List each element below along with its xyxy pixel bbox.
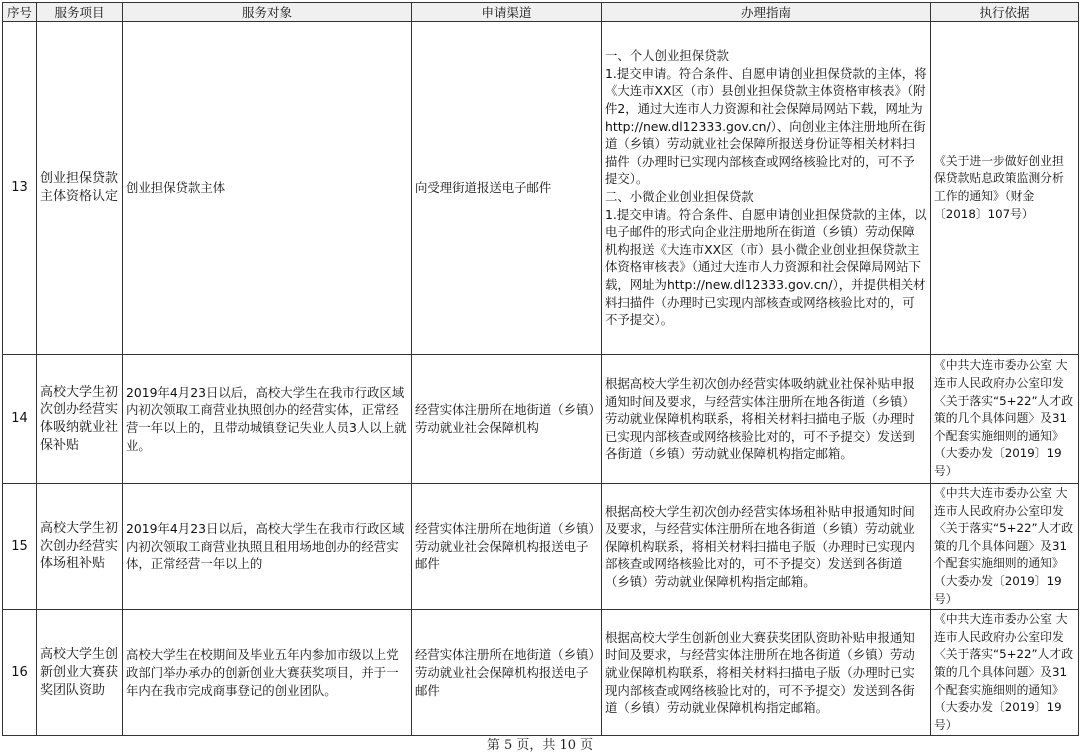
- row-number: 15: [3, 484, 37, 610]
- application-channel: 经营实体注册所在地街道（乡镇）劳动就业社会保障机构报送电子邮件: [412, 610, 602, 736]
- application-channel: 向受理街道报送电子邮件: [412, 22, 602, 355]
- procedure-guide: 根据高校大学生初次创办经营实体场租补贴申报通知时间及要求，与经营实体注册所在地各街道（乡镇）劳动就业保障机构联系，将相关材料扫描电子版（办理时已实现内部核查或网络核验比对的，可不予提交）发送到各街道（乡镇）劳动就业保障机构指定邮箱。: [602, 484, 931, 610]
- table-row: [3, 355, 1079, 484]
- legal-basis: 《中共大连市委办公室 大连市人民政府办公室印发〈关于落实“5+22”人才政策的几个具体问题〉及31个配套实施细则的通知》（大委办发〔2019〕19号）: [931, 355, 1079, 484]
- header-basis: 执行依据: [931, 3, 1079, 22]
- procedure-guide: 根据高校大学生初次创办经营实体吸纳就业社保补贴申报通知时间及要求，与经营实体注册所在地各街道（乡镇）劳动就业保障机构联系，将相关材料扫描电子版（办理时已实现内部核查或网络核验比对的，可不予提交）发送到各街道（乡镇）劳动就业保障机构指定邮箱。: [602, 355, 931, 484]
- procedure-guide: 根据高校大学生创新创业大赛获奖团队资助补贴申报通知时间及要求，与经营实体注册所在地各街道（乡镇）劳动就业保障机构联系，将相关材料扫描电子版（办理时已实现内部核查或网络核验比对的，可不予提交）发送到各街道（乡镇）劳动就业保障机构指定邮箱。: [602, 610, 931, 736]
- header-item: 服务项目: [37, 3, 123, 22]
- header-target: 服务对象: [123, 3, 412, 22]
- legal-basis: 《中共大连市委办公室 大连市人民政府办公室印发〈关于落实“5+22”人才政策的几个具体问题〉及31个配套实施细则的通知》（大委办发〔2019〕19号）: [931, 610, 1079, 736]
- table-row: [3, 484, 1079, 610]
- service-target: 2019年4月23日以后，高校大学生在我市行政区域内初次领取工商营业执照创办的经营实体，正常经营一年以上的，且带动城镇登记失业人员3人以上就业。: [123, 355, 412, 484]
- table-row: [3, 22, 1079, 355]
- service-table: [2, 2, 1079, 736]
- service-item: 高校大学生创新创业大赛获奖团队资助: [37, 610, 123, 736]
- row-number: 16: [3, 610, 37, 736]
- service-item: 高校大学生初次创办经营实体吸纳就业社保补贴: [37, 355, 123, 484]
- row-number: 14: [3, 355, 37, 484]
- header-guide: 办理指南: [602, 3, 931, 22]
- row-number: 13: [3, 22, 37, 355]
- legal-basis: 《关于进一步做好创业担保贷款贴息政策监测分析工作的通知》（财金〔2018〕107号）: [931, 22, 1079, 355]
- page-footer: 第 5 页，共 10 页: [486, 738, 594, 753]
- application-channel: 经营实体注册所在地街道（乡镇）劳动就业社会保障机构: [412, 355, 602, 484]
- service-target: 高校大学生在校期间及毕业五年内参加市级以上党政部门举办承办的创新创业大赛获奖项目，并于一年内在我市完成商事登记的创业团队。: [123, 610, 412, 736]
- service-target: 创业担保贷款主体: [123, 22, 412, 355]
- header-channel: 申请渠道: [412, 3, 602, 22]
- service-target: 2019年4月23日以后，高校大学生在我市行政区域内初次领取工商营业执照且租用场地创办的经营实体，正常经营一年以上的: [123, 484, 412, 610]
- application-channel: 经营实体注册所在地街道（乡镇）劳动就业社会保障机构报送电子邮件: [412, 484, 602, 610]
- table-row: [3, 610, 1079, 736]
- table-header-row: [3, 3, 1079, 22]
- service-item: 高校大学生初次创办经营实体场租补贴: [37, 484, 123, 610]
- service-item: 创业担保贷款主体资格认定: [37, 22, 123, 355]
- procedure-guide: 一、个人创业担保贷款 1.提交申请。符合条件、自愿申请创业担保贷款的主体，将《大连市XX区（市）县创业担保贷款主体资格审核表》（附件2，通过大连市人力资源和社会保障局网站下载，网址为http://new.dl12333.gov.cn/）、向创业主体注册地所在街道（乡镇）劳动就业社会保障所报送身份证等相关材料扫描件（办理时已实现内部核查或网络核验比对的，可不予提交）。 二、小微企业创业担保贷款 1.提交申请。符合条件、自愿申请创业担保贷款的主体，以电子邮件的形式向企业注册地所在街道（乡镇）劳动保障机构报送《大连市XX区（市）县小微企业创业担保贷款主体资格审核表》（通过大连市人力资源和社会保障局网站下载，网址为http://new.dl12333.gov.cn/），并提供相关材料扫描件（办理时已实现内部核查或网络核验比对的，可不予提交）。: [602, 22, 931, 355]
- legal-basis: 《中共大连市委办公室 大连市人民政府办公室印发〈关于落实“5+22”人才政策的几个具体问题〉及31个配套实施细则的通知》（大委办发〔2019〕19号）: [931, 484, 1079, 610]
- header-no: 序号: [3, 3, 37, 22]
